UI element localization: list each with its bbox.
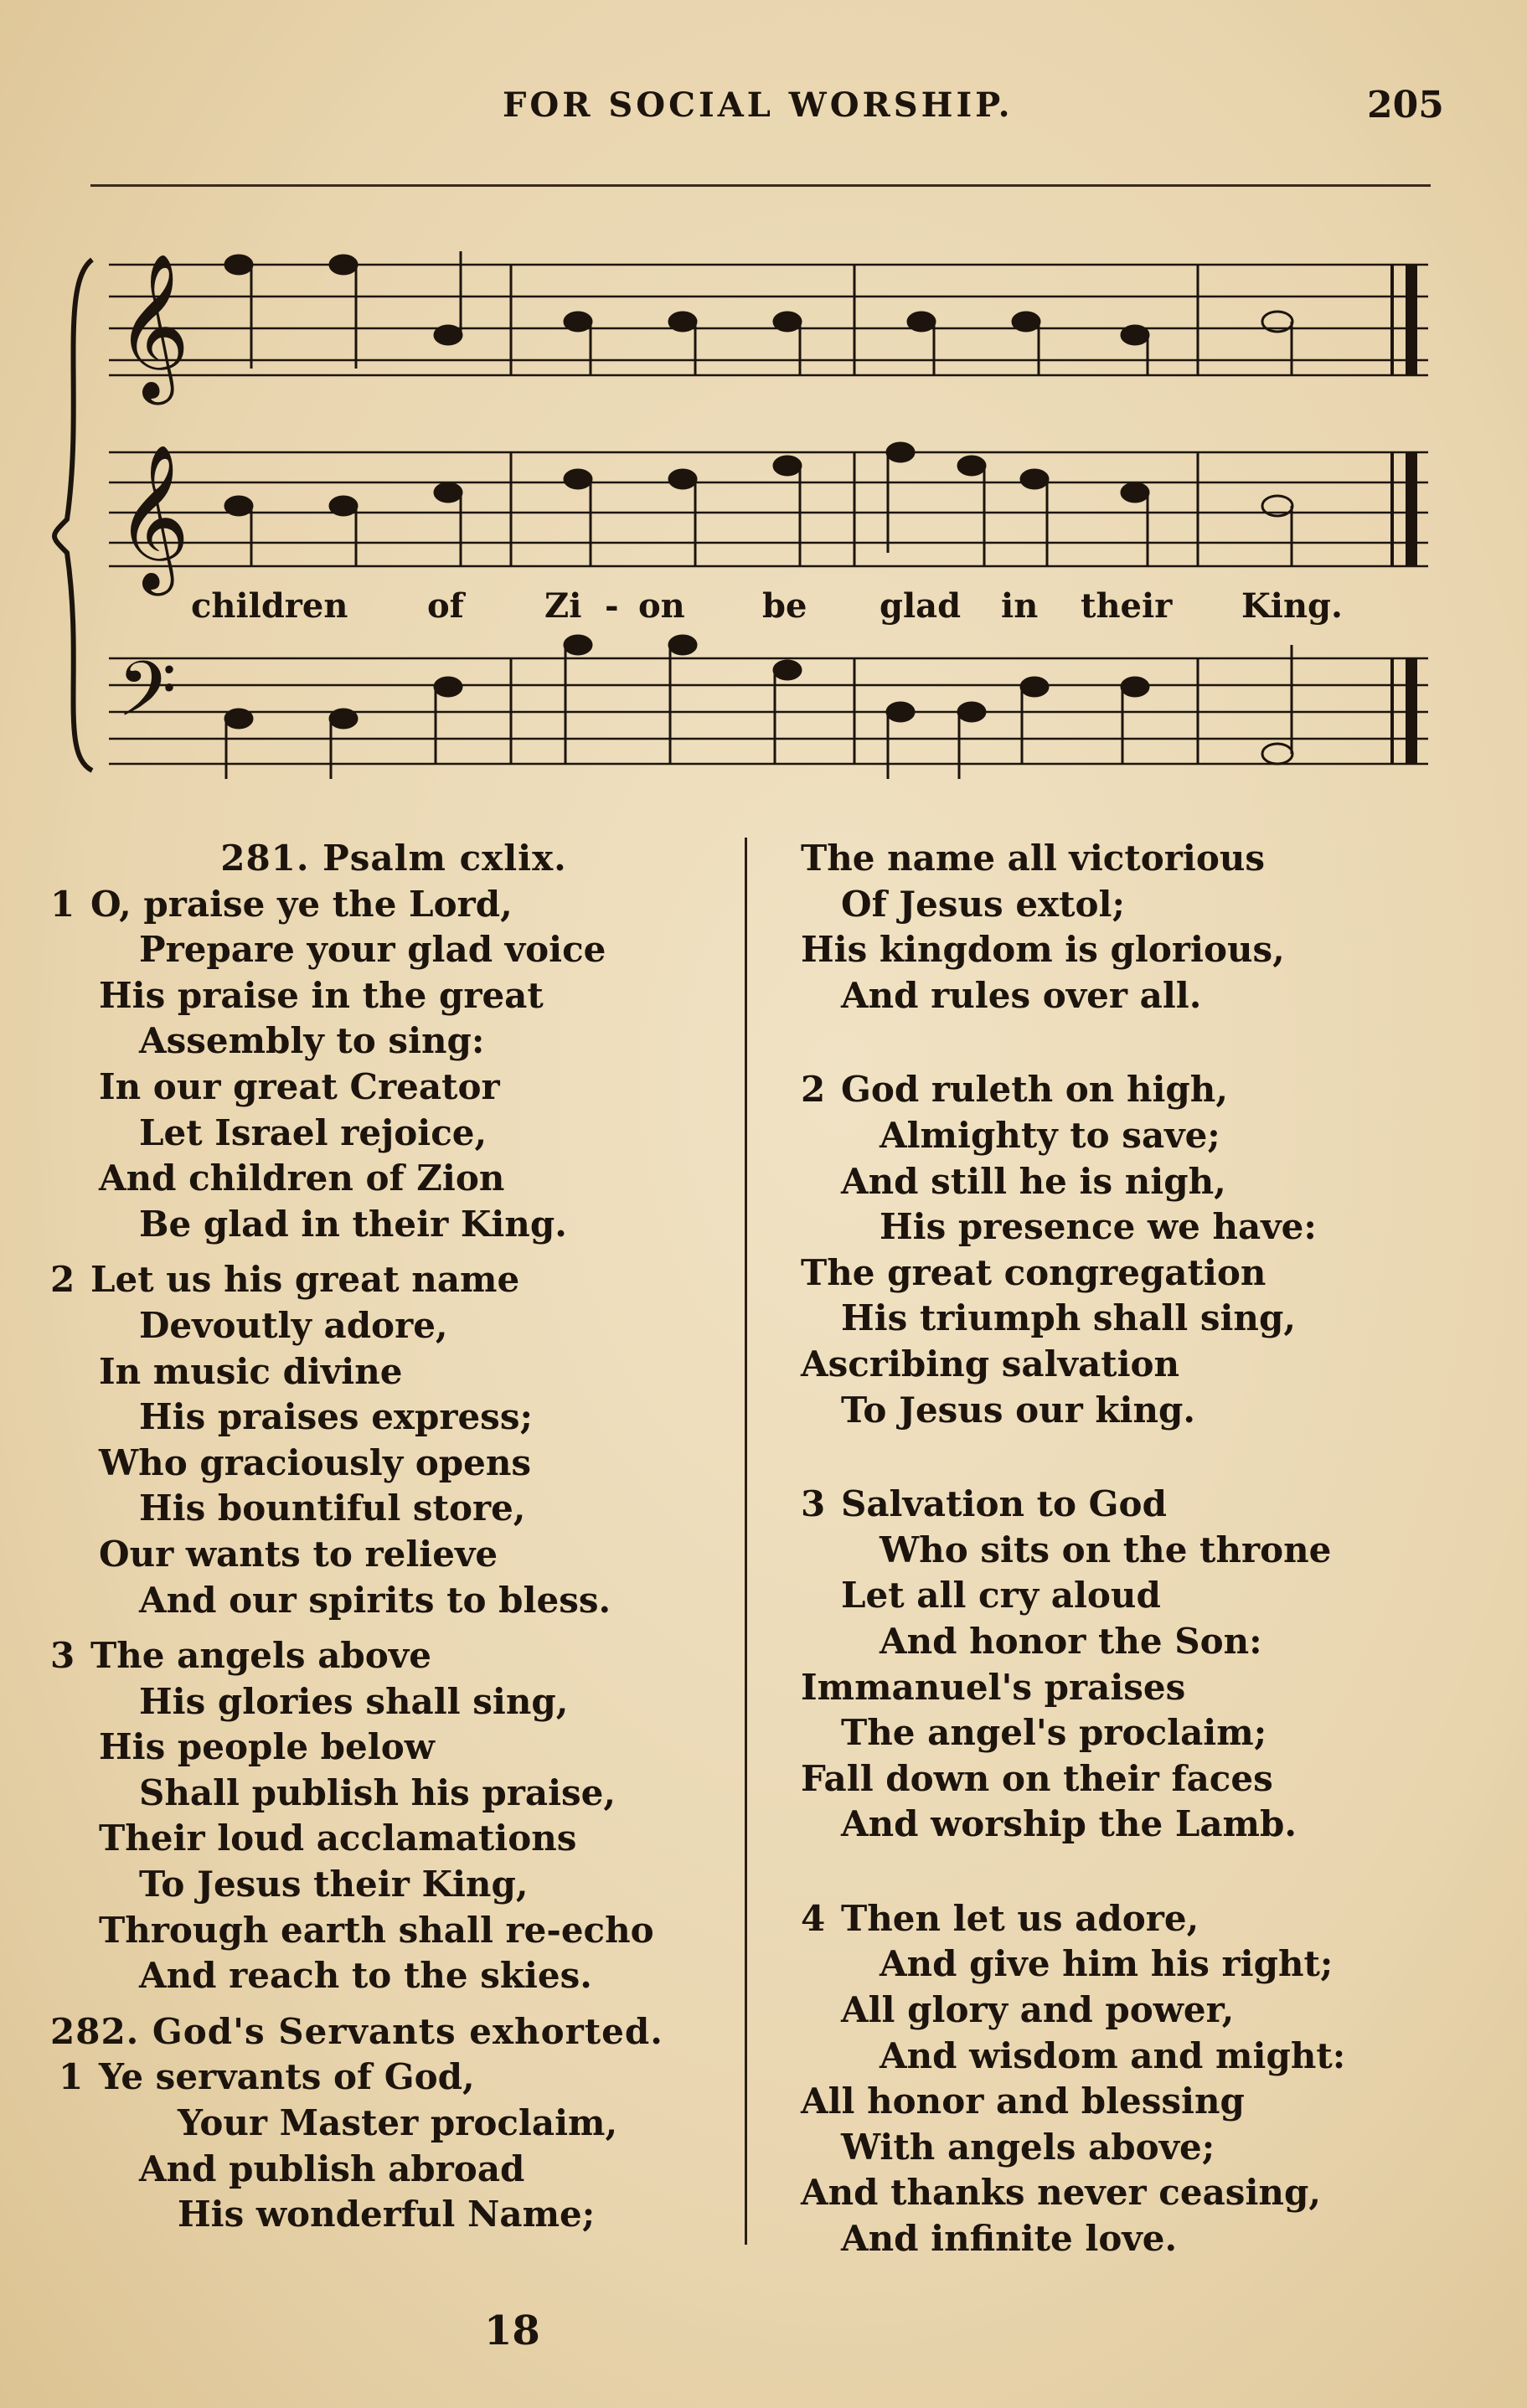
stanza-line: With angels above; (841, 2126, 1215, 2168)
brace-icon (54, 260, 92, 771)
stanza-line: And publish abroad (139, 2148, 525, 2189)
lyric-word: Zi (544, 586, 582, 626)
staff-treble-1 (109, 265, 1428, 375)
stanza-line: The great congregation (801, 1251, 1266, 1293)
stanza-line: Through earth shall re-echo (99, 1909, 654, 1951)
stanza-line: And children of Zion (99, 1158, 505, 1199)
stanza-line: To Jesus their King, (139, 1864, 529, 1905)
lyric-word: in (1001, 586, 1039, 626)
signature-mark: 18 (484, 2307, 540, 2354)
stanza-line: The angel's proclaim; (841, 1712, 1267, 1754)
stanza-line: 4 Then let us adore, (787, 1896, 1508, 1942)
stanza-line: And thanks never ceasing, (801, 2172, 1321, 2214)
lyric-word: - (605, 586, 619, 626)
lyric-word: glad (880, 586, 962, 626)
notes-staff-1 (225, 251, 1292, 375)
lyric-word: King. (1241, 586, 1343, 626)
page-number: 205 (1367, 84, 1444, 126)
stanza-line: And wisdom and might: (880, 2034, 1346, 2076)
lyric-word: children (191, 586, 348, 626)
treble-clef-icon: 𝄞 (116, 253, 190, 399)
stanza-line: Prepare your glad voice (139, 929, 606, 971)
barlines (511, 265, 1198, 764)
stanza-line: His triumph shall sing, (841, 1297, 1296, 1339)
stanza-line: His presence we have: (880, 1206, 1317, 1248)
stanza-line: 1 O, praise ye the Lord, (50, 882, 737, 928)
stanza-line: And our spirits to bless. (139, 1579, 611, 1621)
stanza-line: In our great Creator (99, 1065, 500, 1107)
stanza-line: His people below (99, 1726, 435, 1768)
stanza-line: The name all victorious (801, 838, 1266, 879)
treble-clef-icon: 𝄞 (116, 444, 190, 590)
stanza-line: All glory and power, (841, 1989, 1235, 2031)
stanza-line: And infinite love. (841, 2218, 1178, 2260)
stanza-line: Let all cry aloud (841, 1575, 1161, 1617)
stanza-line: Assembly to sing: (139, 1020, 485, 1062)
stanza-line: Their loud acclamations (99, 1818, 577, 1859)
stanza-line: 3 Salvation to God (787, 1482, 1508, 1528)
music-score (0, 201, 1527, 804)
bass-clef-icon: 𝄢 (117, 645, 177, 752)
stanza-number: 1 (50, 883, 75, 925)
lyric-word: their (1081, 586, 1173, 626)
stanza-line: Immanuel's praises (801, 1666, 1186, 1708)
stanza-line: His kingdom is glorious, (801, 929, 1285, 971)
stanza-line: Let Israel rejoice, (139, 1111, 488, 1153)
stanza-line: Fall down on their faces (801, 1757, 1273, 1799)
stanza-line: His praises express; (139, 1396, 533, 1438)
stanza-line: And worship the Lamb. (841, 1803, 1297, 1845)
staff-treble-2 (109, 452, 1428, 566)
stanza-number: 3 (801, 1483, 826, 1525)
stanza-line: His praise in the great (99, 974, 544, 1016)
stanza-line: Who sits on the throne (880, 1529, 1332, 1570)
stanza-line: Devoutly adore, (139, 1304, 448, 1346)
lyric-word: be (762, 586, 807, 626)
stanza-line: And honor the Son: (880, 1620, 1262, 1662)
left-column (50, 836, 737, 2238)
stanza-line: 3 The angels above (50, 1633, 737, 1679)
stanza-line: Of Jesus extol; (841, 883, 1125, 925)
staff-bass (109, 658, 1428, 764)
hymn-title: 282. God's Servants exhorted. (50, 2010, 663, 2052)
stanza-line: His bountiful store, (139, 1488, 526, 1529)
notes-staff-bass (225, 636, 1292, 779)
stanza-line: 1 Ye servants of God, (50, 2055, 737, 2101)
right-column (787, 836, 1508, 2262)
stanza-line: Our wants to relieve (99, 1533, 498, 1575)
hymn-title: 281. Psalm cxlix. (220, 838, 567, 879)
stanza-line: Shall publish his praise, (139, 1771, 616, 1813)
stanza-line: All honor and blessing (801, 2081, 1245, 2122)
stanza-number: 2 (50, 1259, 75, 1301)
running-header: FOR SOCIAL WORSHIP. (503, 85, 1014, 125)
stanza-line: His wonderful Name; (178, 2194, 596, 2235)
stanza-line: And rules over all. (841, 974, 1202, 1016)
stanza-number: 2 (801, 1069, 826, 1111)
notes-staff-2 (225, 443, 1292, 566)
stanza-number: 3 (50, 1635, 75, 1677)
lyric-word: of (427, 586, 464, 626)
stanza-line: To Jesus our king. (841, 1389, 1195, 1431)
stanza-line: Your Master proclaim, (178, 2102, 618, 2144)
stanza-line: And give him his right; (880, 1943, 1334, 1985)
lyric-line (0, 586, 1527, 637)
stanza-line: Be glad in their King. (139, 1203, 567, 1245)
header-rule (90, 184, 1431, 187)
stanza-line: And still he is nigh, (841, 1160, 1226, 1202)
lyric-word: on (638, 586, 685, 626)
stanza-number: 4 (801, 1897, 826, 1939)
stanza-line: Ascribing salvation (801, 1343, 1180, 1384)
stanza-line: 2 God ruleth on high, (787, 1067, 1508, 1113)
stanza-line: Who graciously opens (99, 1441, 532, 1483)
stanza-line: Almighty to save; (880, 1114, 1220, 1156)
stanza-line: His glories shall sing, (139, 1680, 569, 1722)
column-divider (745, 838, 747, 2245)
stanza-line: 2 Let us his great name (50, 1257, 737, 1303)
stanza-line: In music divine (99, 1350, 403, 1392)
stanza-number: 1 (59, 2056, 84, 2098)
stanza-line: And reach to the skies. (139, 1955, 592, 1997)
